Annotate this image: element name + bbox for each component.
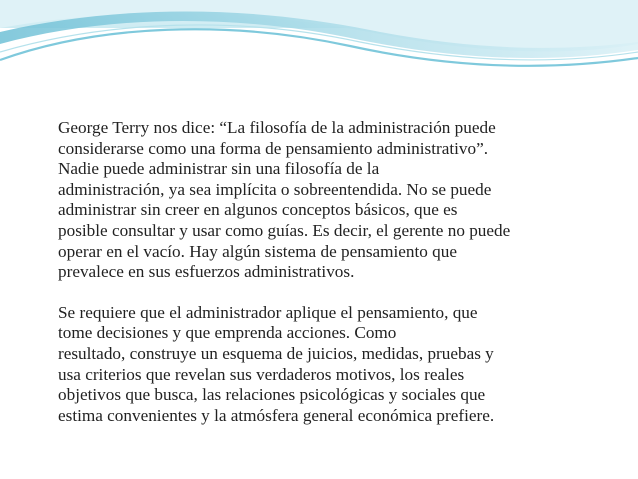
- header-wave-decoration: [0, 0, 638, 80]
- paragraph-1: George Terry nos dice: “La filosofía de la administración puede considerarse como una forma de pensamiento administrativo”. Nadie puede administrar sin una filosofía de la administración, ya sea implícita o sobreentendida. No se puede administrar sin creer en algunos conceptos básicos, que es posible consultar y usar como guías. Es decir, el gerente no puede operar en el vacío. Hay algún sistema de pensamiento que prevalece en sus esfuerzos administrativos.: [58, 118, 511, 282]
- paragraph-2: Se requiere que el administrador aplique el pensamiento, que tome decisiones y que emprenda acciones. Como resultado, construye un esquema de juicios, medidas, pruebas y usa criterios que revelan sus verdaderos motivos, los reales objetivos que busca, las relaciones psicológicas y sociales que estima convenientes y la atmósfera general económica prefiere.: [58, 302, 495, 425]
- body-text: [58, 118, 603, 426]
